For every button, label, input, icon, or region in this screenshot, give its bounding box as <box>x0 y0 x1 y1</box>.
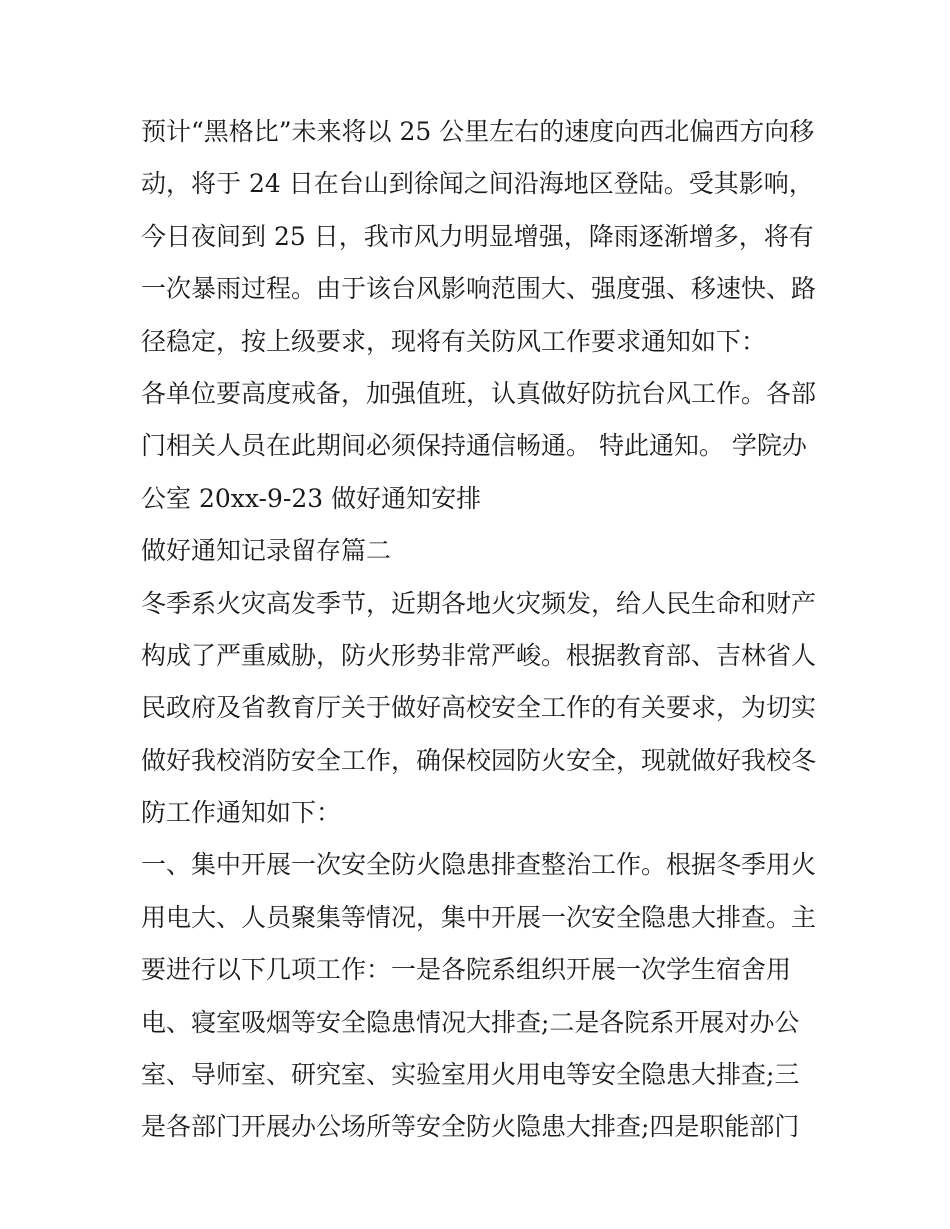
text-line: 径稳定，按上级要求，现将有关防风工作要求通知如下： <box>141 326 767 356</box>
text-line: 一次暴雨过程。由于该台风影响范围大、强度强、移速快、路 <box>141 274 817 304</box>
document-body <box>141 106 831 1154</box>
text-line: 室、导师室、研究室、实验室用火用电等安全隐患大排查;三 <box>141 1060 800 1090</box>
text-line: 防工作通知如下： <box>141 798 342 828</box>
text-line: 预计“黑格比”未来将以 25 公里左右的速度向西北偏西方向移 <box>141 117 815 146</box>
text-line: 冬季系火灾高发季节，近期各地火灾频发，给人民生命和财产 <box>141 588 817 618</box>
text-line: 电、寝室吸烟等安全隐患情况大排查;二是各院系开展对办公 <box>141 1007 800 1037</box>
section-heading: 做好通知记录留存篇二 <box>141 536 392 566</box>
text-line: 门相关人员在此期间必须保持通信畅通。 特此通知。 学院办 <box>141 431 807 461</box>
text-line: 动，将于 24 日在台山到徐闻之间沿海地区登陆。受其影响， <box>141 169 814 199</box>
text-line: 做好我校消防安全工作，确保校园防火安全，现就做好我校冬 <box>141 745 817 775</box>
text-line: 是各部门开展办公场所等安全防火隐患大排查;四是职能部门 <box>141 1112 800 1142</box>
text-line: 各单位要高度戒备，加强值班，认真做好防抗台风工作。各部 <box>141 378 817 408</box>
text-line: 公室 20xx-9-23 做好通知安排 <box>141 483 482 513</box>
text-line: 一、集中开展一次安全防火隐患排查整治工作。根据冬季用火 <box>141 850 817 880</box>
text-line: 今日夜间到 25 日，我市风力明显增强，降雨逐渐增多，将有 <box>141 221 814 251</box>
text-line: 构成了严重威胁，防火形势非常严峻。根据教育部、吉林省人 <box>141 640 817 670</box>
text-line: 用电大、人员聚集等情况，集中开展一次安全隐患大排查。主 <box>141 902 817 932</box>
text-line: 要进行以下几项工作：一是各院系组织开展一次学生宿舍用 <box>141 955 792 985</box>
text-line: 民政府及省教育厅关于做好高校安全工作的有关要求，为切实 <box>141 693 817 723</box>
